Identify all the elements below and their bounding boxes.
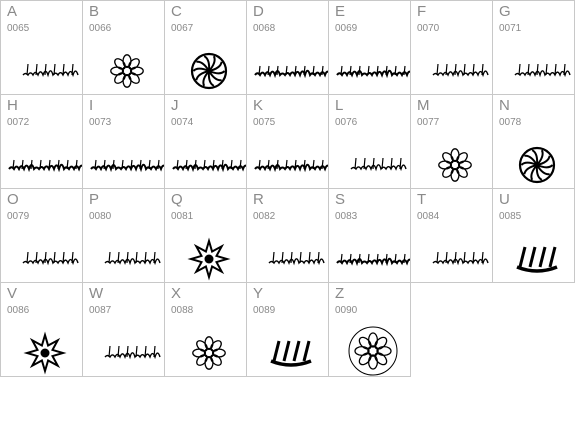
glyph-code: 0085 — [499, 211, 522, 222]
glyph-cell-n[interactable] — [492, 94, 575, 189]
glyph-code: 0086 — [7, 305, 30, 316]
glyph-letter: Y — [253, 285, 264, 302]
calligraphy-glyph-icon — [493, 189, 575, 283]
glyph-letter: T — [417, 191, 427, 208]
calligraphy-glyph-icon — [165, 283, 247, 377]
glyph-code: 0083 — [335, 211, 358, 222]
glyph-code: 0088 — [171, 305, 194, 316]
calligraphy-glyph-icon — [329, 283, 411, 377]
glyph-cell-a[interactable] — [0, 0, 83, 95]
glyph-code: 0074 — [171, 117, 194, 128]
glyph-code: 0070 — [417, 23, 440, 34]
glyph-code: 0084 — [417, 211, 440, 222]
glyph-cell-l[interactable] — [328, 94, 411, 189]
glyph-cell-b[interactable] — [82, 0, 165, 95]
calligraphy-glyph-icon — [165, 95, 247, 189]
glyph-cell-d[interactable] — [246, 0, 329, 95]
calligraphy-glyph-icon — [329, 95, 411, 189]
glyph-letter: U — [499, 191, 510, 208]
calligraphy-glyph-icon — [1, 95, 83, 189]
glyph-letter: Z — [335, 285, 345, 302]
glyph-code: 0072 — [7, 117, 30, 128]
glyph-letter: M — [417, 97, 430, 114]
glyph-letter: H — [7, 97, 18, 114]
calligraphy-glyph-icon — [493, 95, 575, 189]
glyph-letter: Q — [171, 191, 183, 208]
calligraphy-glyph-icon — [83, 1, 165, 95]
calligraphy-glyph-icon — [411, 95, 493, 189]
glyph-letter: D — [253, 3, 264, 20]
glyph-cell-w[interactable] — [82, 282, 165, 377]
glyph-letter: X — [171, 285, 182, 302]
glyph-cell-q[interactable] — [164, 188, 247, 283]
glyph-letter: R — [253, 191, 264, 208]
glyph-cell-i[interactable] — [82, 94, 165, 189]
glyph-code: 0066 — [89, 23, 112, 34]
glyph-cell-g[interactable] — [492, 0, 575, 95]
glyph-code: 0065 — [7, 23, 30, 34]
calligraphy-glyph-icon — [493, 1, 575, 95]
calligraphy-glyph-icon — [83, 283, 165, 377]
calligraphy-glyph-icon — [1, 283, 83, 377]
calligraphy-glyph-icon — [329, 1, 411, 95]
glyph-letter: K — [253, 97, 264, 114]
glyph-code: 0067 — [171, 23, 194, 34]
glyph-cell-k[interactable] — [246, 94, 329, 189]
calligraphy-glyph-icon — [247, 283, 329, 377]
calligraphy-glyph-icon — [247, 95, 329, 189]
glyph-cell-y[interactable] — [246, 282, 329, 377]
glyph-letter: N — [499, 97, 510, 114]
glyph-letter: B — [89, 3, 100, 20]
calligraphy-glyph-icon — [247, 189, 329, 283]
glyph-letter: W — [89, 285, 104, 302]
glyph-cell-p[interactable] — [82, 188, 165, 283]
calligraphy-glyph-icon — [411, 189, 493, 283]
glyph-code: 0082 — [253, 211, 276, 222]
glyph-code: 0089 — [253, 305, 276, 316]
glyph-cell-z[interactable] — [328, 282, 411, 377]
calligraphy-glyph-icon — [1, 1, 83, 95]
glyph-letter: J — [171, 97, 179, 114]
glyph-code: 0076 — [335, 117, 358, 128]
calligraphy-glyph-icon — [83, 95, 165, 189]
glyph-code: 0090 — [335, 305, 358, 316]
glyph-code: 0087 — [89, 305, 112, 316]
glyph-code: 0069 — [335, 23, 358, 34]
glyph-letter: C — [171, 3, 182, 20]
glyph-code: 0071 — [499, 23, 522, 34]
glyph-cell-h[interactable] — [0, 94, 83, 189]
glyph-cell-v[interactable] — [0, 282, 83, 377]
glyph-cell-f[interactable] — [410, 0, 493, 95]
glyph-letter: L — [335, 97, 344, 114]
glyph-cell-o[interactable] — [0, 188, 83, 283]
calligraphy-glyph-icon — [247, 1, 329, 95]
glyph-cell-t[interactable] — [410, 188, 493, 283]
calligraphy-glyph-icon — [329, 189, 411, 283]
glyph-letter: F — [417, 3, 427, 20]
glyph-cell-x[interactable] — [164, 282, 247, 377]
glyph-cell-e[interactable] — [328, 0, 411, 95]
glyph-code: 0078 — [499, 117, 522, 128]
calligraphy-glyph-icon — [411, 1, 493, 95]
calligraphy-glyph-icon — [165, 1, 247, 95]
calligraphy-glyph-icon — [165, 189, 247, 283]
glyph-letter: P — [89, 191, 100, 208]
glyph-cell-j[interactable] — [164, 94, 247, 189]
glyph-cell-c[interactable] — [164, 0, 247, 95]
glyph-letter: G — [499, 3, 511, 20]
glyph-cell-m[interactable] — [410, 94, 493, 189]
glyph-code: 0081 — [171, 211, 194, 222]
glyph-cell-s[interactable] — [328, 188, 411, 283]
calligraphy-glyph-icon — [83, 189, 165, 283]
glyph-letter: I — [89, 97, 94, 114]
calligraphy-glyph-icon — [1, 189, 83, 283]
glyph-code: 0073 — [89, 117, 112, 128]
glyph-code: 0075 — [253, 117, 276, 128]
glyph-code: 0079 — [7, 211, 30, 222]
glyph-letter: O — [7, 191, 19, 208]
glyph-code: 0068 — [253, 23, 276, 34]
glyph-code: 0080 — [89, 211, 112, 222]
glyph-cell-u[interactable] — [492, 188, 575, 283]
glyph-letter: A — [7, 3, 18, 20]
glyph-letter: V — [7, 285, 18, 302]
glyph-cell-r[interactable] — [246, 188, 329, 283]
glyph-letter: S — [335, 191, 346, 208]
glyph-code: 0077 — [417, 117, 440, 128]
glyph-letter: E — [335, 3, 346, 20]
